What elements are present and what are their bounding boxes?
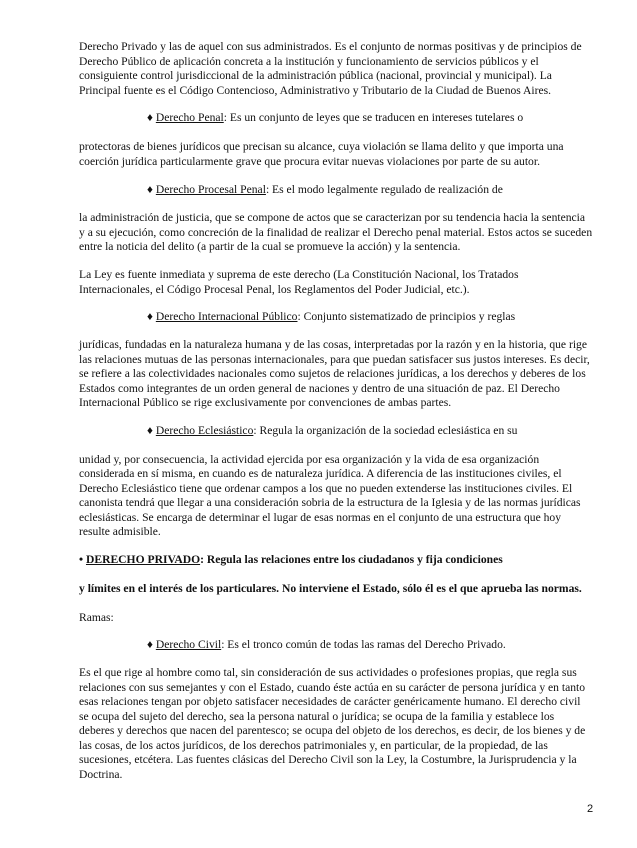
penal-lead: : Es un conjunto de leyes que se traducen en intereses tutelares o bbox=[223, 111, 524, 124]
eclesiastico-title: Derecho Eclesiástico bbox=[155, 424, 254, 437]
penal-heading bbox=[147, 110, 523, 125]
page-number: 2 bbox=[587, 803, 594, 815]
internacional-body-line: las relaciones mutuas de las personas internacionales, para que puedan satisfacer sus justos intereses. Es decir, bbox=[79, 353, 590, 366]
civil-heading bbox=[147, 637, 506, 652]
round-bullet-icon: • bbox=[79, 553, 84, 566]
eclesiastico-heading bbox=[147, 423, 517, 438]
internacional-title: Derecho Internacional Público bbox=[155, 310, 298, 323]
eclesiastico-body-line: eclesiásticas. Se encarga de determinar el lugar de esas normas en el conjunto de una estructura que hoy bbox=[79, 511, 562, 524]
civil-title: Derecho Civil bbox=[155, 638, 222, 651]
eclesiastico-body-line: unidad y, por consecuencia, la actividad ejercida por esa organización y la vida de esa organización bbox=[79, 453, 540, 466]
procesal-body-line: la administración de justicia, que se compone de actos que se caracterizan por su tendencia hacia la sentencia bbox=[79, 211, 586, 224]
diamond-bullet-icon: ♦ bbox=[147, 310, 153, 323]
internacional-body-line: se refiere a las colectividades nacionales como sujetos de relaciones jurídicas, a los derechos y deberes de los bbox=[79, 367, 586, 380]
intro-line: consiguiente control jurisdiccional de la administración pública (nacional, provincial y municipal). La bbox=[79, 69, 552, 82]
diamond-bullet-icon: ♦ bbox=[147, 111, 153, 124]
privado-heading bbox=[79, 552, 503, 567]
civil-body-line: Es el que rige al hombre como tal, sin consideración de sus actividades o profesiones propias, que regla sus bbox=[79, 666, 577, 679]
civil-body-line: deberes y derechos que nacen del parentesco; se ocupa del objeto de los derechos, es decir, de los bienes y de bbox=[79, 724, 586, 737]
civil-body-line: sucesiones, etcétera. Las fuentes clásicas del Derecho Civil son la Ley, la Costumbre, la Jurisprudencia y la bbox=[79, 753, 577, 766]
eclesiastico-body-line: canonista tendrá que llegar a una consideración sobria de la estructura de la Iglesia y de las normas jurídicas bbox=[79, 496, 581, 509]
internacional-lead: : Conjunto sistematizado de principios y reglas bbox=[297, 310, 516, 323]
procesal-body-line: entre la noticia del delito (a partir de la cual se promueve la acción) y la sentencia. bbox=[79, 240, 461, 253]
procesal-heading bbox=[147, 182, 503, 197]
eclesiastico-body-line: Derecho Eclesiástico tiene que ordenar campos a los que no pueden extenderse las instituciones civiles. El bbox=[79, 482, 573, 495]
civil-body-line: relaciones con sus semejantes y con el Estado, cuando éste actúa en su carácter de persona jurídica y en tanto bbox=[79, 681, 586, 694]
eclesiastico-body-line: resulte admisible. bbox=[79, 525, 161, 538]
civil-body-line: se ocupa del sujeto del derecho, sea la persona natural o jurídica; se ocupa de la familia y establece los bbox=[79, 710, 555, 723]
internacional-body-line: jurídicas, fundadas en la naturaleza humana y de las cosas, interpretadas por la razón y en la historia, que rige bbox=[79, 338, 587, 351]
procesal-lead: : Es el modo legalmente regulado de realización de bbox=[265, 183, 503, 196]
diamond-bullet-icon: ♦ bbox=[147, 638, 153, 651]
privado-lead: : Regula las relaciones entre los ciudadanos y fija condiciones bbox=[200, 553, 503, 566]
intro-line: Principal fuente es el Código Contencioso, Administrativo y Tributario de la Ciudad de Buenos Aires. bbox=[79, 84, 552, 97]
procesal-extra-line: La Ley es fuente inmediata y suprema de este derecho (La Constitución Nacional, los Tratados bbox=[79, 268, 519, 281]
civil-body-line: las cosas, de los actos jurídicos, de los derechos patrimoniales y, en particular, de la propiedad, de las bbox=[79, 739, 548, 752]
privado-title: DERECHO PRIVADO bbox=[85, 553, 201, 566]
diamond-bullet-icon: ♦ bbox=[147, 183, 153, 196]
penal-body-line: protectoras de bienes jurídicos que precisan su alcance, cuya violación se llama delito y que importa una bbox=[79, 140, 564, 153]
intro-line: Derecho Privado y las de aquel con sus administrados. Es el conjunto de normas positivas y de principios de bbox=[79, 40, 582, 53]
intro-line: Derecho Público de aplicación concreta a la institución y funcionamiento de servicios públicos y el bbox=[79, 55, 539, 68]
internacional-body-line: Internacional Público se rige exclusivamente por convenciones de ambas partes. bbox=[79, 396, 452, 409]
penal-body-line: coerción jurídica particularmente grave que procura evitar nuevas violaciones por parte de su autor. bbox=[79, 155, 540, 168]
civil-lead: : Es el tronco común de todas las ramas del Derecho Privado. bbox=[221, 638, 506, 651]
eclesiastico-lead: : Regula la organización de la sociedad eclesiástica en su bbox=[253, 424, 518, 437]
procesal-title: Derecho Procesal Penal bbox=[155, 183, 266, 196]
civil-body-line: Doctrina. bbox=[79, 768, 123, 781]
privado-line-2: y límites en el interés de los particulares. No interviene el Estado, sólo él es el que aprueba las normas. bbox=[79, 582, 582, 595]
diamond-bullet-icon: ♦ bbox=[147, 424, 153, 437]
procesal-body-line: y a su ejecución, como concreción de la finalidad de realizar el Derecho penal material. Estos actos se suceden bbox=[79, 226, 593, 239]
penal-title: Derecho Penal bbox=[155, 111, 224, 124]
civil-body-line: esas relaciones tengan por objeto satisfacer necesidades de carácter genéricamente humano. El derecho civil bbox=[79, 695, 581, 708]
procesal-extra-line: Internacionales, el Código Procesal Penal, los Reglamentos del Poder Judicial, etc.). bbox=[79, 283, 470, 296]
internacional-heading bbox=[147, 309, 515, 324]
internacional-body-line: Estados como integrantes de un orden general de naciones y dentro de una situación de paz. El Derecho bbox=[79, 382, 560, 395]
ramas-label: Ramas: bbox=[79, 611, 114, 624]
eclesiastico-body-line: considerada en sí misma, en cuando es de naturaleza jurídica. A diferencia de las instituciones civiles, el bbox=[79, 467, 562, 480]
